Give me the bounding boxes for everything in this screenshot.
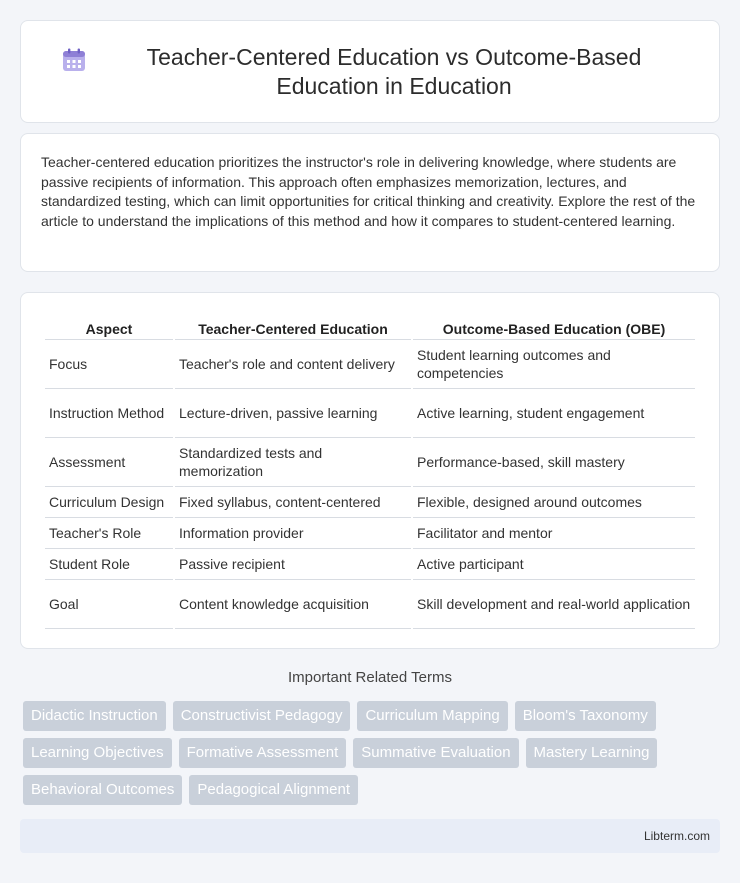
table-cell-aspect: Student Role — [45, 549, 173, 580]
column-header-teacher-centered: Teacher-Centered Education — [175, 311, 411, 340]
calendar-icon — [61, 47, 87, 73]
table-row — [45, 518, 695, 549]
table-row — [45, 438, 695, 487]
table-cell-aspect: Curriculum Design — [45, 487, 173, 518]
table-row — [45, 389, 695, 438]
term-tag-pedagogical-alignment[interactable]: Pedagogical Alignment — [189, 775, 358, 805]
table-cell-obe: Skill development and real-world application — [413, 580, 695, 629]
page-title: Teacher-Centered Education vs Outcome-Based Education in Education — [146, 43, 642, 99]
comparison-table — [43, 311, 697, 629]
table-cell-obe: Facilitator and mentor — [413, 518, 695, 549]
table-cell-teacher-centered: Lecture-driven, passive learning — [175, 389, 411, 438]
table-row — [45, 580, 695, 629]
table-cell-obe: Flexible, designed around outcomes — [413, 487, 695, 518]
table-header-row — [45, 311, 695, 340]
table-cell-aspect: Assessment — [45, 438, 173, 487]
term-tag-blooms-taxonomy[interactable]: Bloom's Taxonomy — [515, 701, 656, 731]
intro-card — [20, 133, 720, 272]
column-header-aspect: Aspect — [45, 311, 173, 340]
term-tag-formative-assessment[interactable]: Formative Assessment — [179, 738, 347, 768]
table-cell-teacher-centered: Passive recipient — [175, 549, 411, 580]
related-terms-heading: Important Related Terms — [288, 669, 452, 686]
column-header-obe: Outcome-Based Education (OBE) — [413, 311, 695, 340]
footer-brand-link[interactable]: Libterm.com — [643, 829, 710, 843]
term-tag-learning-objectives[interactable]: Learning Objectives — [23, 738, 172, 768]
table-cell-aspect: Focus — [45, 340, 173, 389]
intro-paragraph: Teacher-centered education prioritizes the instructor's role in delivering knowledge, where students are passive recipients of information. This approach often emphasizes memorization, lectures, and standardized testing, which can limit opportunities for critical thinking and creativity. Explore the rest of the article to understand the implications of this method and how it compares to student-centered learning. — [41, 154, 696, 229]
table-cell-teacher-centered: Teacher's role and content delivery — [175, 340, 411, 389]
table-row — [45, 487, 695, 518]
table-cell-obe: Performance-based, skill mastery — [413, 438, 695, 487]
comparison-table-card — [20, 292, 720, 649]
table-cell-obe: Student learning outcomes and competencies — [413, 340, 695, 389]
term-tag-mastery-learning[interactable]: Mastery Learning — [526, 738, 658, 768]
term-tag-summative-evaluation[interactable]: Summative Evaluation — [353, 738, 518, 768]
table-cell-obe: Active learning, student engagement — [413, 389, 695, 438]
footer — [20, 819, 720, 853]
table-cell-obe: Active participant — [413, 549, 695, 580]
table-row — [45, 549, 695, 580]
table-cell-teacher-centered: Standardized tests and memorization — [175, 438, 411, 487]
term-tag-didactic-instruction[interactable]: Didactic Instruction — [23, 701, 166, 731]
term-tag-constructivist-pedagogy[interactable]: Constructivist Pedagogy — [173, 701, 351, 731]
table-row — [45, 340, 695, 389]
table-cell-teacher-centered: Information provider — [175, 518, 411, 549]
title-wrap — [61, 43, 679, 101]
related-terms-list — [23, 701, 723, 812]
table-cell-aspect: Goal — [45, 580, 173, 629]
term-tag-curriculum-mapping[interactable]: Curriculum Mapping — [357, 701, 507, 731]
title-card — [20, 20, 720, 123]
table-cell-teacher-centered: Content knowledge acquisition — [175, 580, 411, 629]
table-cell-aspect: Teacher's Role — [45, 518, 173, 549]
table-cell-aspect: Instruction Method — [45, 389, 173, 438]
term-tag-behavioral-outcomes[interactable]: Behavioral Outcomes — [23, 775, 182, 805]
table-cell-teacher-centered: Fixed syllabus, content-centered — [175, 487, 411, 518]
